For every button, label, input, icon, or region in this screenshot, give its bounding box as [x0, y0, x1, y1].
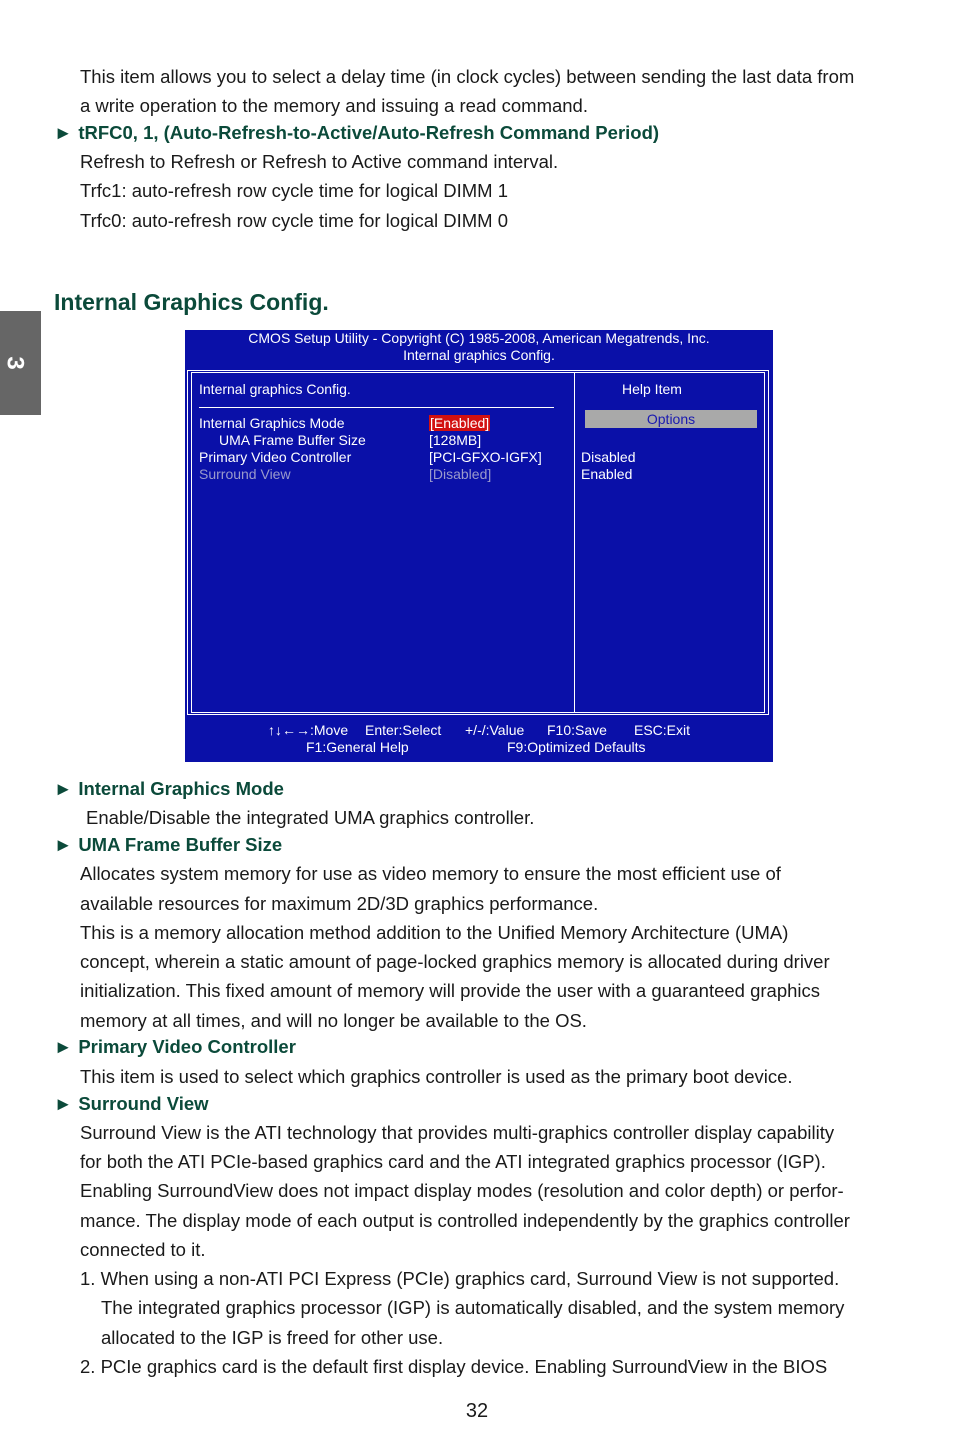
bullet-arrow-icon: ►: [54, 778, 73, 799]
pvc-heading-text: Primary Video Controller: [78, 1036, 296, 1057]
bullet-arrow-icon: ►: [54, 122, 73, 143]
sv-list-item: 1. When using a non-ATI PCI Express (PCIe) graphics card, Surround View is not supported.: [80, 1268, 840, 1289]
bios-item-internal-graphics-mode[interactable]: Internal Graphics Mode: [199, 415, 345, 431]
chapter-number: 3: [1, 356, 29, 370]
sv-line: Surround View is the ATI technology that provides multi-graphics controller display capability: [80, 1122, 835, 1143]
uma-heading: [54, 835, 282, 855]
bios-option-disabled[interactable]: Disabled: [581, 449, 636, 465]
bios-value-primary-video-controller[interactable]: [PCI-GFXO-IGFX]: [429, 449, 542, 465]
pvc-line: This item is used to select which graphics controller is used as the primary boot device.: [80, 1066, 793, 1087]
trfc-line: Trfc1: auto-refresh row cycle time for logical DIMM 1: [80, 180, 509, 201]
bullet-arrow-icon: ►: [54, 1036, 73, 1057]
uma-line: available resources for maximum 2D/3D graphics performance.: [80, 893, 599, 914]
igm-heading-text: Internal Graphics Mode: [78, 778, 284, 799]
bios-separator: [199, 407, 554, 408]
uma-line: This is a memory allocation method addition to the Unified Memory Architecture (UMA): [80, 922, 789, 943]
sv-line: Enabling SurroundView does not impact display modes (resolution and color depth) or perfor-: [80, 1180, 844, 1201]
sv-list-item-cont: allocated to the IGP is freed for other use.: [101, 1327, 444, 1348]
page-number: 32: [465, 1400, 489, 1422]
bios-footer-save: F10:Save: [547, 722, 607, 738]
bios-item-surround-view: Surround View: [199, 466, 291, 482]
bios-footer-move: ↑↓←→:Move: [268, 722, 349, 738]
sv-line: connected to it.: [80, 1239, 206, 1260]
trfc-heading: [54, 123, 659, 143]
bios-option-enabled[interactable]: Enabled: [581, 466, 633, 482]
pvc-heading: [54, 1037, 296, 1057]
bios-value-internal-graphics-mode[interactable]: [429, 415, 490, 432]
bullet-arrow-icon: ►: [54, 834, 73, 855]
bios-header-title: Internal graphics Config.: [403, 347, 555, 363]
uma-heading-text: UMA Frame Buffer Size: [78, 834, 283, 855]
bios-footer-enter: Enter:Select: [365, 722, 442, 738]
bios-footer-help: F1:General Help: [306, 739, 409, 755]
sv-heading-text: Surround View: [78, 1093, 209, 1114]
trfc-line: Trfc0: auto-refresh row cycle time for logical DIMM 0: [80, 210, 509, 231]
bios-value-surround-view: [Disabled]: [429, 466, 492, 482]
sv-list-item: 2. PCIe graphics card is the default first display device. Enabling SurroundView in the BIOS: [80, 1356, 828, 1377]
bullet-arrow-icon: ►: [54, 1093, 73, 1114]
bios-footer-defaults: F9:Optimized Defaults: [507, 739, 646, 755]
sv-line: mance. The display mode of each output is controlled independently by the graphics controller: [80, 1210, 850, 1231]
intro-line: a write operation to the memory and issuing a read command.: [80, 95, 588, 116]
bios-footer-exit: ESC:Exit: [634, 722, 691, 738]
uma-line: concept, wherein a static amount of page-locked graphics memory is allocated during driver: [80, 951, 830, 972]
trfc-heading-text: tRFC0, 1, (Auto-Refresh-to-Active/Auto-Refresh Command Period): [78, 122, 660, 143]
bios-item-primary-video-controller[interactable]: Primary Video Controller: [199, 449, 352, 465]
chapter-tab: [0, 311, 41, 415]
bios-header-copyright: CMOS Setup Utility - Copyright (C) 1985-2008, American Megatrends, Inc.: [248, 330, 710, 346]
bios-screen: [185, 330, 773, 762]
bios-options-bar: Options: [585, 410, 757, 428]
trfc-line: Refresh to Refresh or Refresh to Active command interval.: [80, 151, 559, 172]
section-title: Internal Graphics Config.: [54, 289, 329, 315]
bios-selected-value[interactable]: [Enabled]: [430, 415, 490, 431]
uma-line: memory at all times, and will no longer be available to the OS.: [80, 1010, 587, 1031]
igm-heading: [54, 779, 284, 799]
sv-heading: [54, 1094, 209, 1114]
bios-help-title: Help Item: [622, 381, 682, 397]
bios-value-uma-frame-buffer-size[interactable]: [128MB]: [429, 432, 482, 448]
uma-line: Allocates system memory for use as video memory to ensure the most efficient use of: [80, 863, 781, 884]
bios-panel-title: Internal graphics Config.: [199, 381, 351, 397]
igm-line: Enable/Disable the integrated UMA graphics controller.: [86, 807, 535, 828]
bios-item-uma-frame-buffer-size[interactable]: UMA Frame Buffer Size: [219, 432, 366, 448]
sv-line: for both the ATI PCIe-based graphics card and the ATI integrated graphics processor (IGP).: [80, 1151, 826, 1172]
uma-line: initialization. This fixed amount of memory will provide the user with a guaranteed graphics: [80, 980, 821, 1001]
intro-line: This item allows you to select a delay time (in clock cycles) between sending the last data from: [80, 66, 855, 87]
sv-list-item-cont: The integrated graphics processor (IGP) is automatically disabled, and the system memory: [101, 1297, 845, 1318]
bios-footer-value: +/-/:Value: [465, 722, 525, 738]
